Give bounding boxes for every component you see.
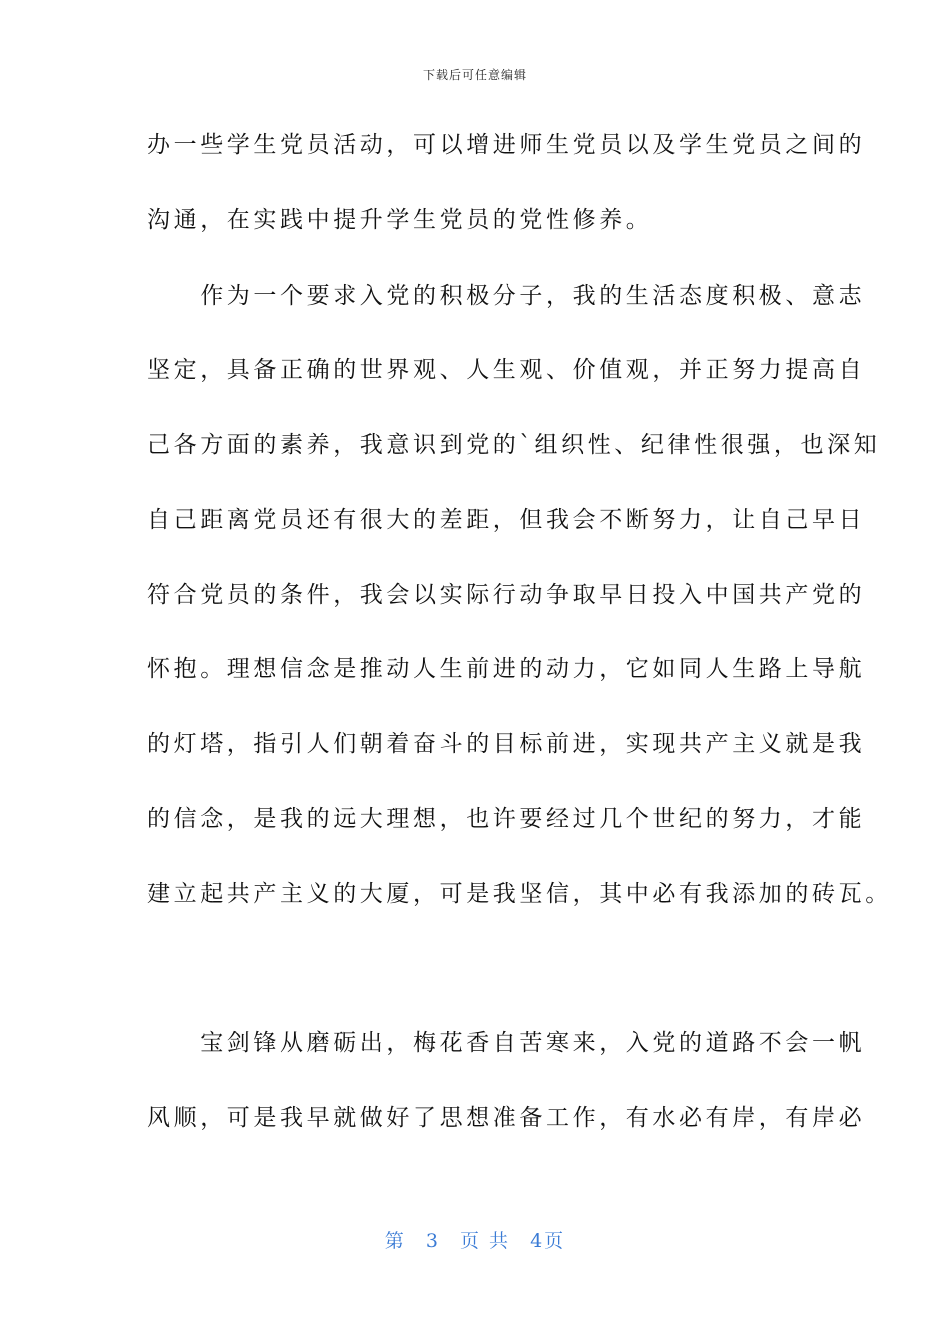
footer-prefix: 第 <box>384 1230 406 1252</box>
body-line: 宝剑锋从磨砺出，梅花香自苦寒来，入党的道路不会一帆 <box>147 1030 866 1056</box>
body-line: 沟通，在实践中提升学生党员的党性修养。 <box>147 207 653 233</box>
body-line: 自己距离党员还有很大的差距，但我会不断努力，让自己早日 <box>147 507 866 533</box>
body-line: 建立起共产主义的大厦，可是我坚信，其中必有我添加的砖瓦。 <box>147 881 892 907</box>
header-note: 下载后可任意编辑 <box>422 68 527 82</box>
body-line: 怀抱。理想信念是推动人生前进的动力，它如同人生路上导航 <box>147 656 866 682</box>
body-line: 作为一个要求入党的积极分子，我的生活态度积极、意志 <box>147 283 866 309</box>
body-line: 风顺，可是我早就做好了思想准备工作，有水必有岸，有岸必 <box>147 1105 866 1131</box>
body-line: 己各方面的素养，我意识到党的`组织性、纪律性很强，也深知 <box>147 432 881 458</box>
body-line: 办一些学生党员活动，可以增进师生党员以及学生党员之间的 <box>147 132 866 158</box>
body-line: 的灯塔，指引人们朝着奋斗的目标前进，实现共产主义就是我 <box>147 731 866 757</box>
body-line: 符合党员的条件，我会以实际行动争取早日投入中国共产党的 <box>147 582 866 608</box>
body-line: 的信念，是我的远大理想，也许要经过几个世纪的努力，才能 <box>147 806 866 832</box>
footer-current-page: 3 <box>425 1230 440 1252</box>
page-footer <box>0 1226 950 1253</box>
footer-total-pages: 4页 <box>530 1230 566 1252</box>
body-line: 坚定，具备正确的世界观、人生观、价值观，并正努力提高自 <box>147 357 866 383</box>
footer-middle: 页 共 <box>460 1230 511 1252</box>
